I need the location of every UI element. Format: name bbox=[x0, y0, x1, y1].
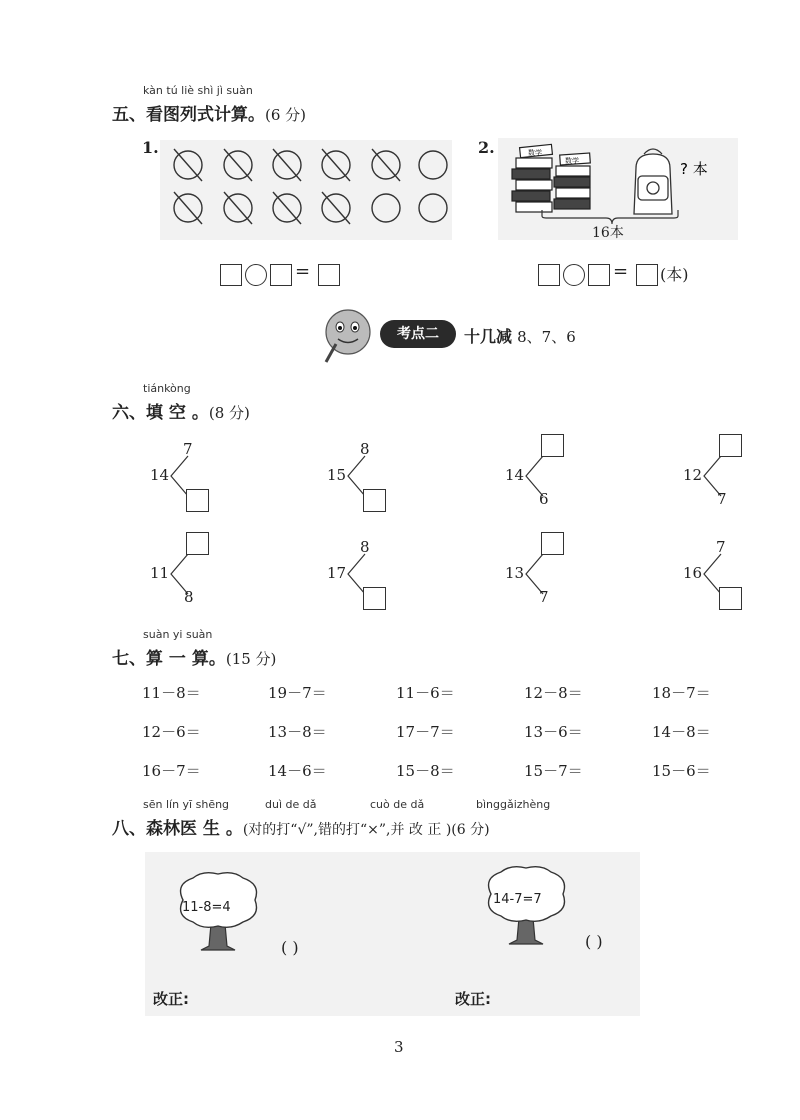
smiley-mascot-icon bbox=[318, 306, 380, 366]
bag-label: ? 本 bbox=[680, 160, 708, 178]
decomposition-item bbox=[505, 434, 575, 514]
calc-problem: 13－6＝ bbox=[524, 723, 583, 741]
section8-pinyin-3: cuò de dǎ bbox=[370, 798, 425, 811]
whole-number: 16 bbox=[683, 564, 703, 582]
calc-problem: 11－8＝ bbox=[142, 684, 201, 702]
unit-label: (本) bbox=[660, 265, 689, 284]
decomposition-item bbox=[327, 536, 397, 612]
section6-score: (8 分) bbox=[208, 404, 250, 422]
calc-problem: 18－7＝ bbox=[652, 684, 711, 702]
plain-circle bbox=[419, 194, 447, 222]
equals-sign: = bbox=[295, 261, 311, 282]
calc-problem: 14－8＝ bbox=[652, 723, 711, 741]
topic-banner bbox=[318, 306, 598, 366]
section7-title-text: 七、算 一 算。 bbox=[112, 649, 226, 669]
bottom-part: 7 bbox=[717, 490, 727, 508]
section8-pinyin-1: sēn lín yī shēng bbox=[143, 798, 230, 811]
circles-figure bbox=[160, 140, 452, 240]
plain-circle bbox=[372, 194, 400, 222]
whole-number: 14 bbox=[150, 466, 170, 484]
operator-circle[interactable] bbox=[245, 264, 267, 286]
total-label: 16本 bbox=[592, 225, 624, 241]
calc-problem: 15－6＝ bbox=[652, 762, 711, 780]
calc-problem: 11－6＝ bbox=[396, 684, 455, 702]
section8-pinyin-2: duì de dǎ bbox=[265, 798, 317, 811]
page-number: 3 bbox=[394, 1038, 404, 1056]
section8-title-text: 八、森林医 生 。 bbox=[112, 819, 243, 839]
calc-problem: 12－8＝ bbox=[524, 684, 583, 702]
section7-title bbox=[112, 644, 276, 669]
answer-box[interactable] bbox=[719, 434, 742, 457]
calc-problem: 15－8＝ bbox=[396, 762, 455, 780]
decomposition-item bbox=[327, 438, 397, 514]
calc-problem: 14－6＝ bbox=[268, 762, 327, 780]
section6-pinyin: tiánkòng bbox=[143, 382, 191, 395]
decomposition-item bbox=[683, 536, 753, 612]
section7-score: (15 分) bbox=[225, 650, 277, 668]
section5-title bbox=[112, 100, 306, 125]
answer-box[interactable] bbox=[270, 264, 292, 286]
bottom-part: 6 bbox=[539, 490, 549, 508]
answer-box[interactable] bbox=[719, 587, 742, 610]
answer-box[interactable] bbox=[220, 264, 242, 286]
top-part: 8 bbox=[360, 538, 370, 556]
calc-problem: 19－7＝ bbox=[268, 684, 327, 702]
top-part: 7 bbox=[183, 440, 193, 458]
equation-1 bbox=[220, 262, 360, 288]
section6-title-text: 六、填 空 。 bbox=[112, 403, 209, 423]
book-label: 数学 bbox=[565, 157, 579, 165]
answer-box[interactable] bbox=[363, 587, 386, 610]
answer-box[interactable] bbox=[363, 489, 386, 512]
section5-title-text: 五、看图列式计算。 bbox=[112, 105, 265, 125]
decomposition-item bbox=[150, 532, 220, 612]
decomposition-item bbox=[683, 434, 753, 514]
whole-number: 12 bbox=[683, 466, 703, 484]
answer-box[interactable] bbox=[636, 264, 658, 286]
calc-problem: 15－7＝ bbox=[524, 762, 583, 780]
section7-pinyin: suàn yi suàn bbox=[143, 628, 213, 641]
section5-score: (6 分) bbox=[265, 106, 307, 124]
topic-title bbox=[464, 324, 576, 347]
decomposition-item bbox=[505, 532, 575, 612]
answer-box[interactable] bbox=[588, 264, 610, 286]
plain-circle bbox=[419, 151, 447, 179]
whole-number: 14 bbox=[505, 466, 525, 484]
equation-2 bbox=[538, 262, 708, 288]
topic-numbers: 8、7、6 bbox=[517, 328, 576, 346]
correction-label-1: 改正: bbox=[153, 990, 189, 1008]
calc-problem: 17－7＝ bbox=[396, 723, 455, 741]
calc-problem: 12－6＝ bbox=[142, 723, 201, 741]
topic-title-text: 十几减 bbox=[464, 327, 513, 346]
topic-badge bbox=[380, 320, 456, 348]
calc-problem: 16－7＝ bbox=[142, 762, 201, 780]
whole-number: 17 bbox=[327, 564, 347, 582]
backpack-icon bbox=[634, 149, 672, 214]
forest-doctor-panel bbox=[145, 852, 640, 1016]
section6-title bbox=[112, 398, 250, 423]
calc-problem: 13－8＝ bbox=[268, 723, 327, 741]
section5-pinyin: kàn tú liè shì jì suàn bbox=[143, 84, 253, 97]
section8-pinyin-4: bìnggǎizhèng bbox=[476, 798, 551, 811]
judge-bracket-2[interactable]: ( ) bbox=[585, 932, 603, 951]
judge-bracket-1[interactable]: ( ) bbox=[281, 938, 299, 957]
decomposition-item bbox=[150, 438, 220, 514]
answer-box[interactable] bbox=[318, 264, 340, 286]
topic-badge-text: 考点二 bbox=[397, 326, 439, 342]
circles-panel bbox=[160, 140, 452, 240]
top-part: 7 bbox=[716, 538, 726, 556]
answer-box[interactable] bbox=[538, 264, 560, 286]
whole-number: 11 bbox=[150, 564, 170, 582]
section8-instruction: (对的打“√”,错的打“×”,并 改 正 )(6 分) bbox=[242, 822, 490, 838]
books-panel bbox=[498, 138, 738, 240]
tree-equation-1: 11-8=4 bbox=[182, 900, 231, 915]
whole-number: 13 bbox=[505, 564, 525, 582]
correction-label-2: 改正: bbox=[455, 990, 491, 1008]
q2-label: 2. bbox=[478, 138, 495, 157]
answer-box[interactable] bbox=[186, 532, 209, 555]
answer-box[interactable] bbox=[541, 532, 564, 555]
operator-circle[interactable] bbox=[563, 264, 585, 286]
bottom-part: 7 bbox=[539, 588, 549, 606]
section8-title bbox=[112, 814, 490, 839]
whole-number: 15 bbox=[327, 466, 347, 484]
equals-sign: = bbox=[613, 261, 629, 282]
answer-box[interactable] bbox=[541, 434, 564, 457]
answer-box[interactable] bbox=[186, 489, 209, 512]
q1-label: 1. bbox=[142, 138, 159, 157]
top-part: 8 bbox=[360, 440, 370, 458]
tree-equation-2: 14-7=7 bbox=[493, 892, 542, 907]
book-label: 数学 bbox=[528, 149, 542, 157]
bottom-part: 8 bbox=[184, 588, 194, 606]
